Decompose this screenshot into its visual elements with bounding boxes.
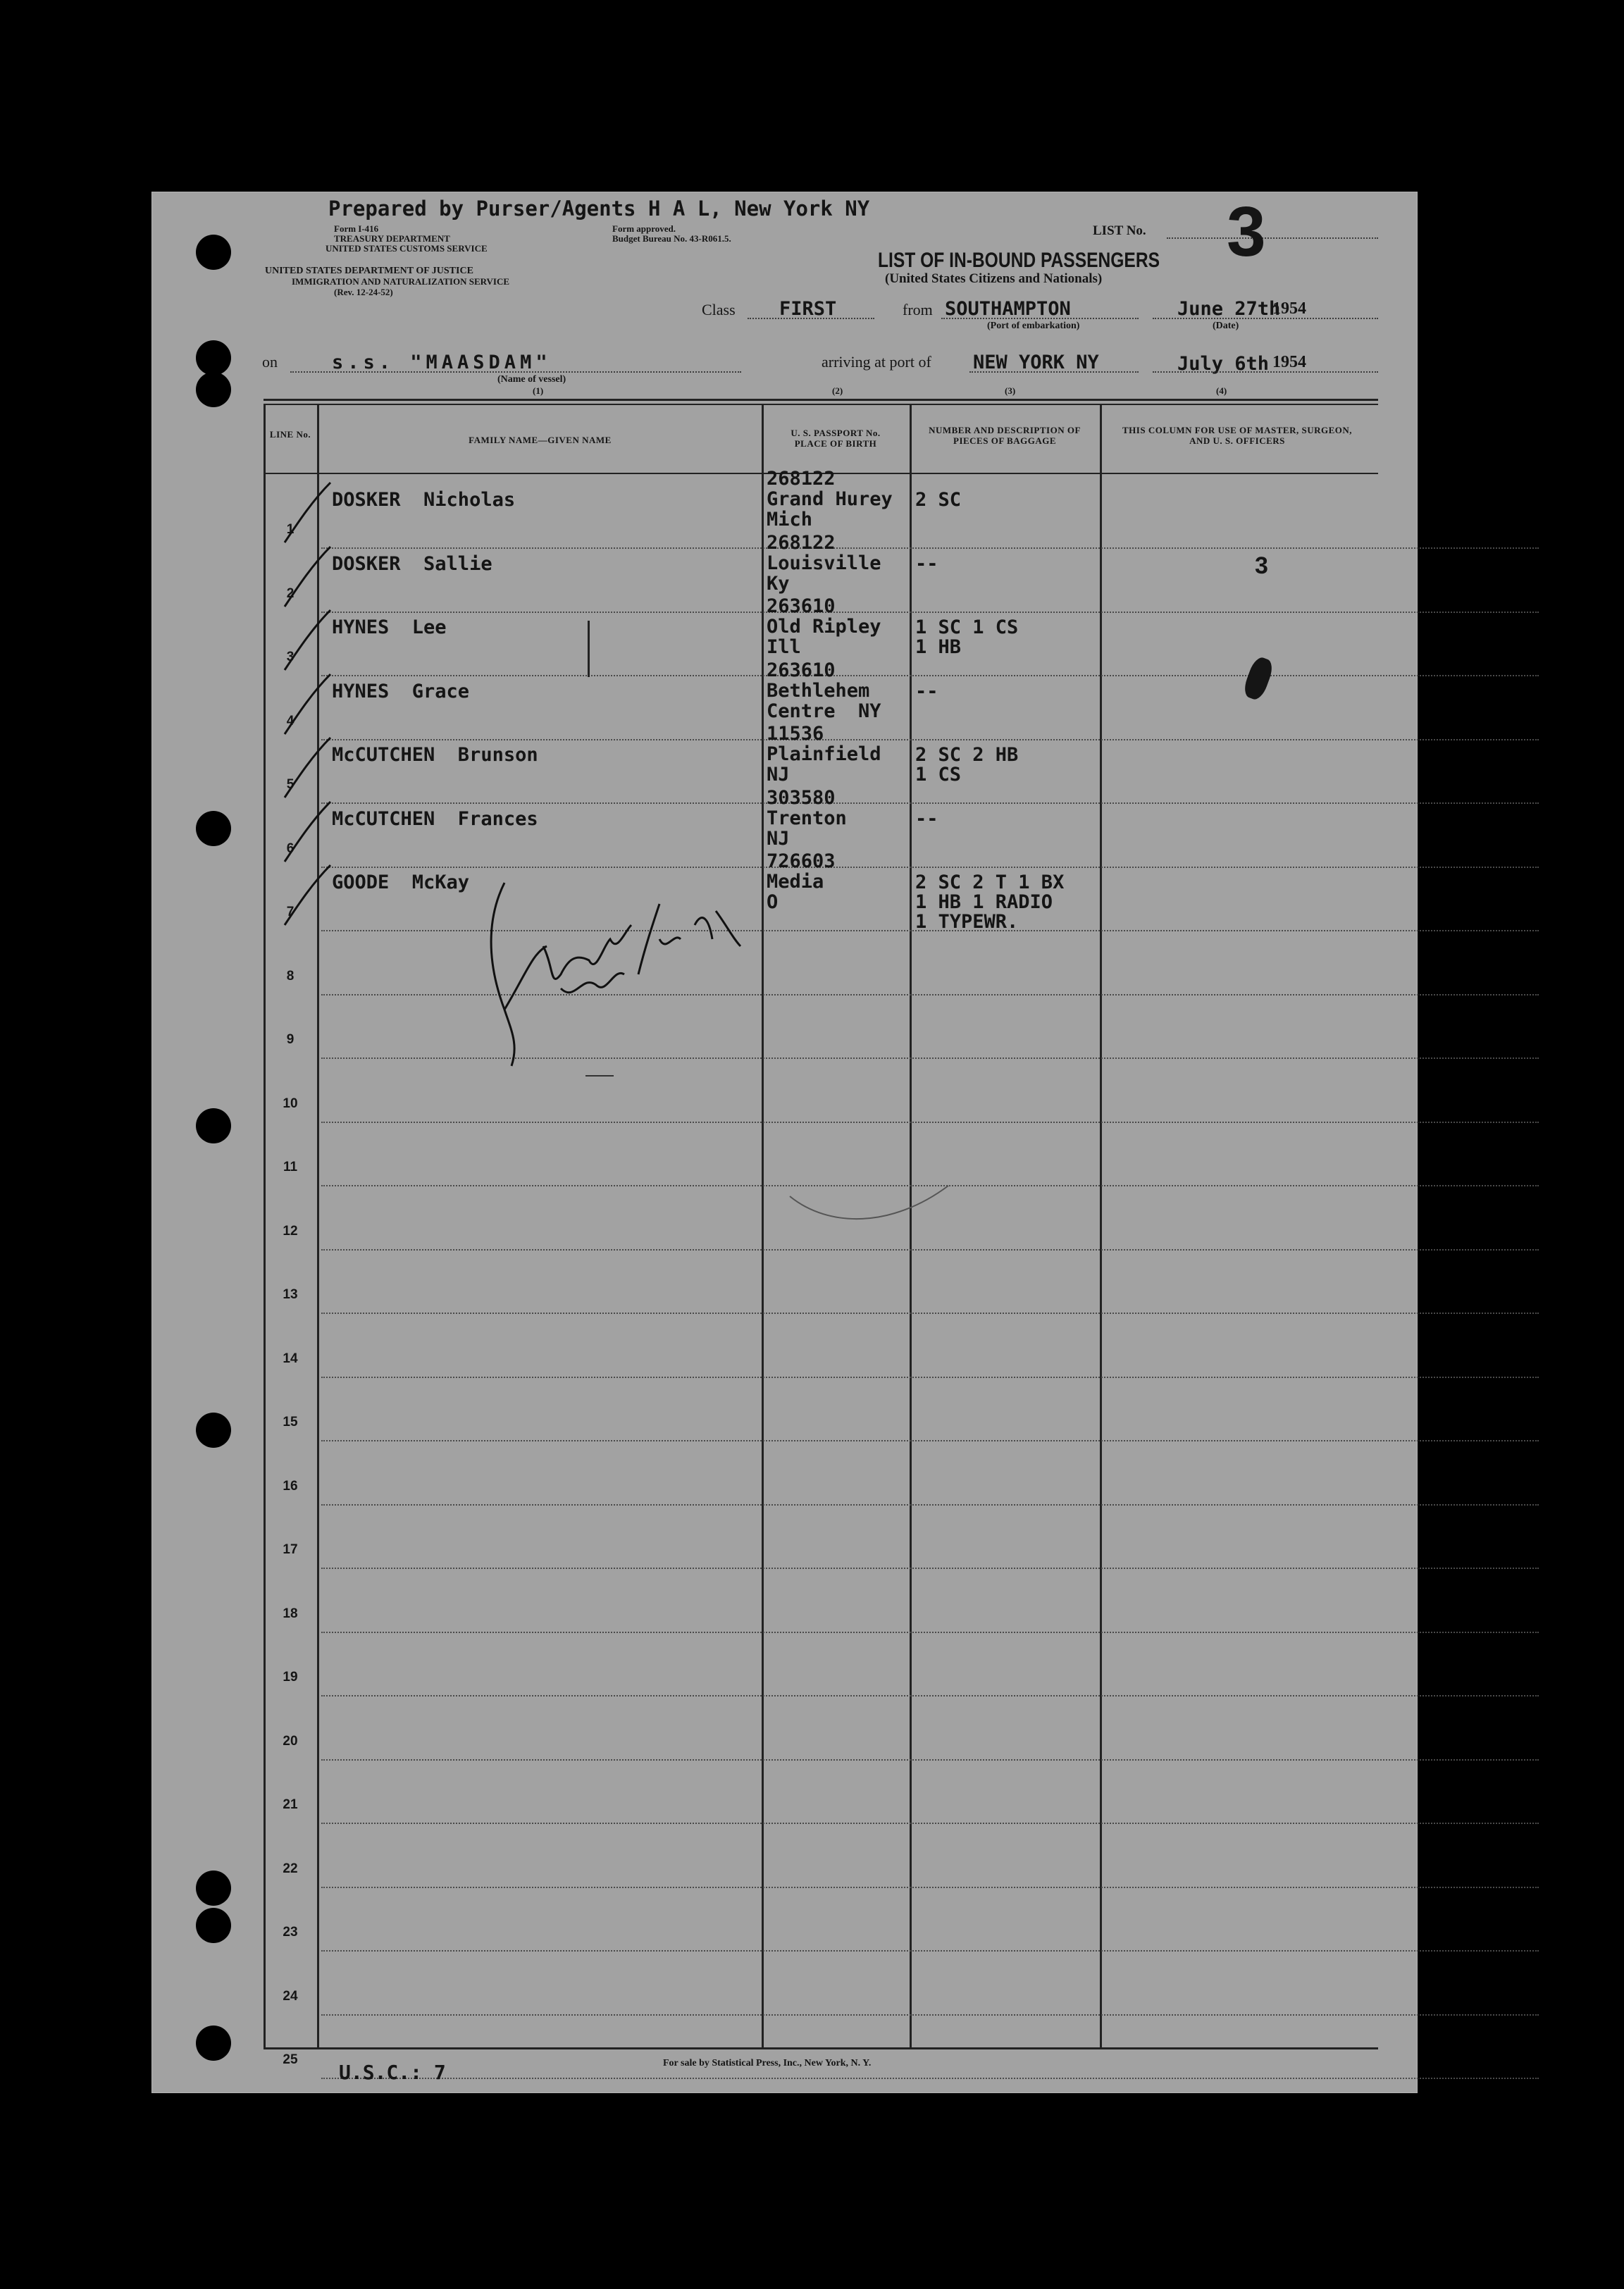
- pencil-mark: [588, 621, 590, 677]
- ink-blot: [1241, 655, 1276, 702]
- line-number: 22: [283, 1861, 298, 1876]
- baggage-line: --: [915, 680, 938, 702]
- ins-service: IMMIGRATION AND NATURALIZATION SERVICE: [292, 276, 510, 287]
- col-header-officers: THIS COLUMN FOR USE OF MASTER, SURGEON, AND U. S. OFFICERS: [1122, 425, 1352, 446]
- line-number: 5: [286, 777, 295, 792]
- from-label: from: [903, 301, 933, 318]
- baggage-line: 2 SC 2 T 1 BX: [915, 871, 1065, 893]
- press-notice: For sale by Statistical Press, Inc., New York, N. Y.: [663, 2058, 872, 2068]
- place-of-birth-state: Centre NY: [767, 700, 881, 722]
- line-number: 19: [283, 1670, 298, 1685]
- punch-hole: [196, 2026, 231, 2061]
- col-header-baggage: NUMBER AND DESCRIPTION OF PIECES OF BAGGAGE: [929, 425, 1081, 446]
- row-rule: [321, 1950, 1539, 1952]
- line-number: 18: [283, 1606, 298, 1621]
- place-of-birth: Media: [767, 871, 824, 893]
- line-number: 7: [286, 905, 295, 919]
- place-of-birth-state: Mich: [767, 509, 813, 531]
- row-rule: [321, 547, 1539, 549]
- usc-number: U.S.C.: 7: [339, 2061, 446, 2084]
- line-number: 20: [283, 1733, 298, 1749]
- col-header-line-no: LINE No.: [269, 429, 311, 440]
- line-number: 14: [283, 1351, 298, 1366]
- row-rule: [321, 1568, 1539, 1569]
- class-label: Class: [702, 301, 736, 318]
- arriving-label: arriving at port of: [822, 353, 931, 371]
- line-number: 15: [283, 1415, 298, 1429]
- line-number: 16: [283, 1478, 298, 1494]
- revision: (Rev. 12-24-52): [334, 287, 393, 297]
- vessel-label: (Name of vessel): [497, 374, 566, 385]
- passenger-name: DOSKER Sallie: [332, 552, 492, 575]
- punch-hole: [196, 1908, 231, 1943]
- line-number: 8: [286, 968, 295, 984]
- passenger-name: McCUTCHEN Frances: [332, 807, 538, 830]
- row-rule: [321, 1632, 1539, 1633]
- class-value: FIRST: [779, 298, 837, 320]
- row-rule: [321, 675, 1539, 676]
- line-number: 25: [283, 2052, 298, 2067]
- vessel-name: s.s. "MAASDAM": [332, 352, 552, 373]
- col-marker-3: (3): [1005, 385, 1016, 396]
- handwritten-signature: [483, 869, 779, 1080]
- place-of-birth: Grand Hurey: [767, 488, 893, 510]
- line-number: 21: [283, 1797, 298, 1812]
- passenger-name: DOSKER Nicholas: [332, 489, 516, 511]
- customs-service: UNITED STATES CUSTOMS SERVICE: [326, 243, 488, 254]
- line-number: 17: [283, 1542, 298, 1557]
- line-number: 1: [286, 522, 295, 537]
- row-rule: [321, 1313, 1539, 1314]
- form-approved: Form approved.: [612, 223, 676, 234]
- arrival-port: NEW YORK NY: [973, 352, 1099, 373]
- arrival-year: 1954: [1272, 353, 1306, 371]
- departure-year: 1954: [1272, 299, 1306, 318]
- passport-number: 303580: [767, 786, 836, 809]
- baggage-line: --: [915, 807, 938, 830]
- form-number: Form I-416: [334, 223, 379, 234]
- punch-hole: [196, 1108, 231, 1143]
- row-rule: [321, 1695, 1539, 1696]
- line-number: 4: [286, 713, 295, 728]
- from-value: SOUTHAMPTON: [945, 298, 1071, 320]
- passport-number: 263610: [767, 659, 836, 681]
- passenger-name: HYNES Grace: [332, 680, 470, 702]
- line-number: 11: [283, 1160, 298, 1174]
- place-of-birth: Old Ripley: [767, 616, 881, 638]
- pencil-arc: [786, 1179, 969, 1235]
- row-rule: [321, 867, 1539, 868]
- row-rule: [321, 802, 1539, 804]
- budget-bureau: Budget Bureau No. 43-R061.5.: [612, 233, 731, 244]
- baggage-line: 1 CS: [915, 764, 962, 786]
- row-rule: [321, 2014, 1539, 2016]
- col-header-name: FAMILY NAME—GIVEN NAME: [469, 435, 612, 445]
- list-no-label: LIST No.: [1093, 223, 1146, 238]
- baggage-line: --: [915, 552, 938, 575]
- list-subtitle: (United States Citizens and Nationals): [885, 271, 1103, 286]
- baggage-line: 2 SC: [915, 489, 962, 511]
- passport-number: 268122: [767, 531, 836, 554]
- place-of-birth: Louisville: [767, 552, 881, 574]
- passenger-name: McCUTCHEN Brunson: [332, 744, 538, 766]
- place-of-birth: Plainfield: [767, 743, 881, 765]
- row-rule: [321, 2078, 1539, 2079]
- row-rule: [321, 1887, 1539, 1888]
- prepared-by: Prepared by Purser/Agents H A L, New York NY: [328, 197, 870, 221]
- place-of-birth-state: O: [767, 891, 779, 913]
- passport-number: 726603: [767, 850, 836, 872]
- passport-number: 263610: [767, 595, 836, 617]
- baggage-line: 1 TYPEWR.: [915, 911, 1019, 933]
- punch-hole: [196, 372, 231, 407]
- place-of-birth-state: Ky: [767, 572, 790, 595]
- treasury-dept: TREASURY DEPARTMENT: [334, 233, 450, 244]
- arrival-date: July 6th: [1177, 353, 1270, 375]
- punch-hole: [196, 235, 231, 270]
- row-rule: [321, 739, 1539, 740]
- row-rule: [321, 1504, 1539, 1506]
- col-marker-2: (2): [832, 385, 843, 396]
- on-label: on: [262, 353, 278, 371]
- punch-hole: [196, 811, 231, 846]
- row-rule: [321, 1122, 1539, 1123]
- line-number: 24: [283, 1988, 298, 2004]
- place-of-birth: Trenton: [767, 807, 847, 829]
- place-of-birth: Bethlehem: [767, 679, 870, 702]
- line-number: 9: [286, 1032, 295, 1047]
- line-number: 2: [286, 585, 295, 601]
- place-of-birth-state: NJ: [767, 827, 790, 850]
- row-rule: [321, 1440, 1539, 1441]
- list-number: 3: [1227, 192, 1266, 271]
- line-number: 23: [283, 1925, 298, 1940]
- col-header-passport: U. S. PASSPORT No. PLACE OF BIRTH: [791, 428, 881, 449]
- passenger-name: HYNES Lee: [332, 616, 447, 638]
- line-number: 10: [283, 1096, 298, 1111]
- passport-number: 268122: [767, 468, 836, 490]
- row-rule: [321, 1823, 1539, 1824]
- row-rule: [321, 1759, 1539, 1761]
- pencil-mark: [585, 1075, 614, 1077]
- passenger-name: GOODE McKay: [332, 871, 470, 893]
- col-marker-1: (1): [533, 385, 544, 396]
- line-number: 3: [286, 650, 295, 664]
- manifest-sheet: [151, 192, 1418, 2093]
- justice-dept: UNITED STATES DEPARTMENT OF JUSTICE: [265, 266, 473, 276]
- baggage-line: 1 SC 1 CS: [915, 616, 1019, 638]
- port-embarkation-label: (Port of embarkation): [987, 321, 1080, 331]
- punch-hole: [196, 340, 231, 376]
- baggage-line: 1 HB: [915, 636, 962, 658]
- line-number: 6: [286, 840, 295, 856]
- officer-note: 3: [1255, 552, 1268, 579]
- place-of-birth-state: NJ: [767, 764, 790, 786]
- baggage-line: 2 SC 2 HB: [915, 744, 1019, 766]
- punch-hole: [196, 1413, 231, 1448]
- row-rule: [321, 1377, 1539, 1378]
- row-rule: [321, 612, 1539, 613]
- check-mark: [278, 855, 334, 932]
- departure-date: June 27th: [1177, 298, 1281, 320]
- punch-hole: [196, 1871, 231, 1906]
- date-label: (Date): [1213, 321, 1239, 331]
- list-title: LIST OF IN-BOUND PASSENGERS: [878, 249, 1160, 272]
- row-rule: [321, 1249, 1539, 1251]
- baggage-line: 1 HB 1 RADIO: [915, 891, 1053, 913]
- place-of-birth-state: Ill: [767, 636, 801, 658]
- line-number: 13: [283, 1287, 298, 1302]
- line-number: 12: [283, 1223, 298, 1239]
- col-marker-4: (4): [1216, 385, 1227, 396]
- passport-number: 11536: [767, 723, 824, 745]
